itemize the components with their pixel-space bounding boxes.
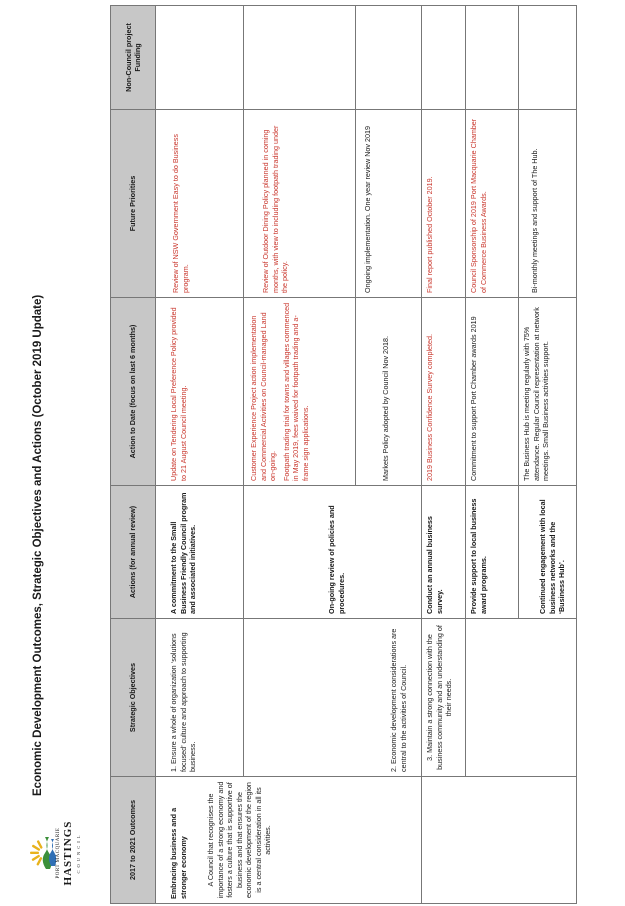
outcome-title: Embracing business and a stronger economy [169,807,188,899]
action-to-date-cell: Update on Tendering Local Preference Policy provided to 21 August Council meeting. [156,298,244,486]
header-future-priorities: Future Priorities [111,110,156,298]
table-row [466,6,519,904]
header-actions: Actions (for annual review) [111,486,156,619]
table-row [156,6,244,904]
header-strategic-objectives: Strategic Objectives [111,619,156,777]
funding-cell [356,6,422,110]
objective-cell: 3. Maintain a strong connection with the business community and an understanding of their needs. [422,619,466,777]
future-priority-cell: Review of NSW Government Easy to do Business program. [156,110,244,298]
logo-text-council: COUNCIL [76,832,81,874]
future-priority-cell: Council Sponsorship of 2019 Port Macquarie Chamber of Commerce Business Awards. [466,110,519,298]
action-cell: On-going review of policies and procedures. [244,486,422,619]
funding-cell [156,6,244,110]
header-non-council-funding: Non-Council project Funding [111,6,156,110]
action-to-date-cell: The Business Hub is meeting regularly with 75% attendance. Regular Council representation at network meetings. Small Business activities support. [519,298,577,486]
objective-cell: 1. Ensure a whole of organization ‘solutions focused’ culture and approach to supporting business. [156,619,244,777]
header-action-to-date: Action to Date (focus on last 6 months) [111,298,156,486]
council-logo [30,818,90,888]
page-title: Economic Development Outcomes, Strategic Objectives and Actions (October 2019 Update) [32,294,44,796]
action-to-date-cell: Markets Policy adopted by Council Nov 2018. [356,298,422,486]
table-row [422,6,466,904]
action-to-date-cell: 2019 Business Confidence Survey completed. [422,298,466,486]
future-priority-cell: Ongoing implementation. One year review Nov 2019 [356,110,422,298]
objective-cell: 2. Economic development considerations are central to the activities of Council. [244,619,422,777]
outcomes-table [110,5,577,904]
funding-cell [244,6,356,110]
future-priority-cell: Final report published October 2019. [422,110,466,298]
table-header-row [111,6,156,904]
action-cell: Conduct an annual business survey. [422,486,466,619]
action-to-date-cell: Commitment to support Port Chamber awards 2019 [466,298,519,486]
future-priority-cell: Review of Outdoor Dining Policy planned in coming months, with view to including footpath trading under the policy. [244,110,356,298]
logo-text-port-macquarie: PORT MACQUARIE [56,827,61,879]
logo-text-hastings: HASTINGS [62,820,74,886]
action-cell: Provide support to local business award programs. [466,486,519,619]
action-cell: A commitment to the Small Business Friendly Council program and associated initiatives. [156,486,244,619]
header-outcomes: 2017 to 2021 Outcomes [111,777,156,904]
objective-cell-empty [466,619,577,777]
outcome-cell-empty [422,777,577,904]
action-to-date-cell: Customer Experience Project action implementation and Commercial Activities on Council-managed Land on-going. Footpath trading trial for towns and villages commenced in May 2019, fees waived for footpath trading and a-frame sign applications. [244,298,356,486]
funding-cell [422,6,466,110]
table-row [244,6,356,904]
funding-cell [519,6,577,110]
future-priority-cell: Bi-monthly meetings and support of The Hub. [519,110,577,298]
sun-wave-icon [30,834,56,872]
action-cell: Continued engagement with local business networks and the ‘Business Hub’. [519,486,577,619]
outcome-cell [156,777,422,904]
outcome-description: A Council that recognises the importance of a strong economy and fosters a culture that is supportive of business and that ensures the economic development of the region is a central consideration in all its activities. [206,781,272,899]
funding-cell [466,6,519,110]
